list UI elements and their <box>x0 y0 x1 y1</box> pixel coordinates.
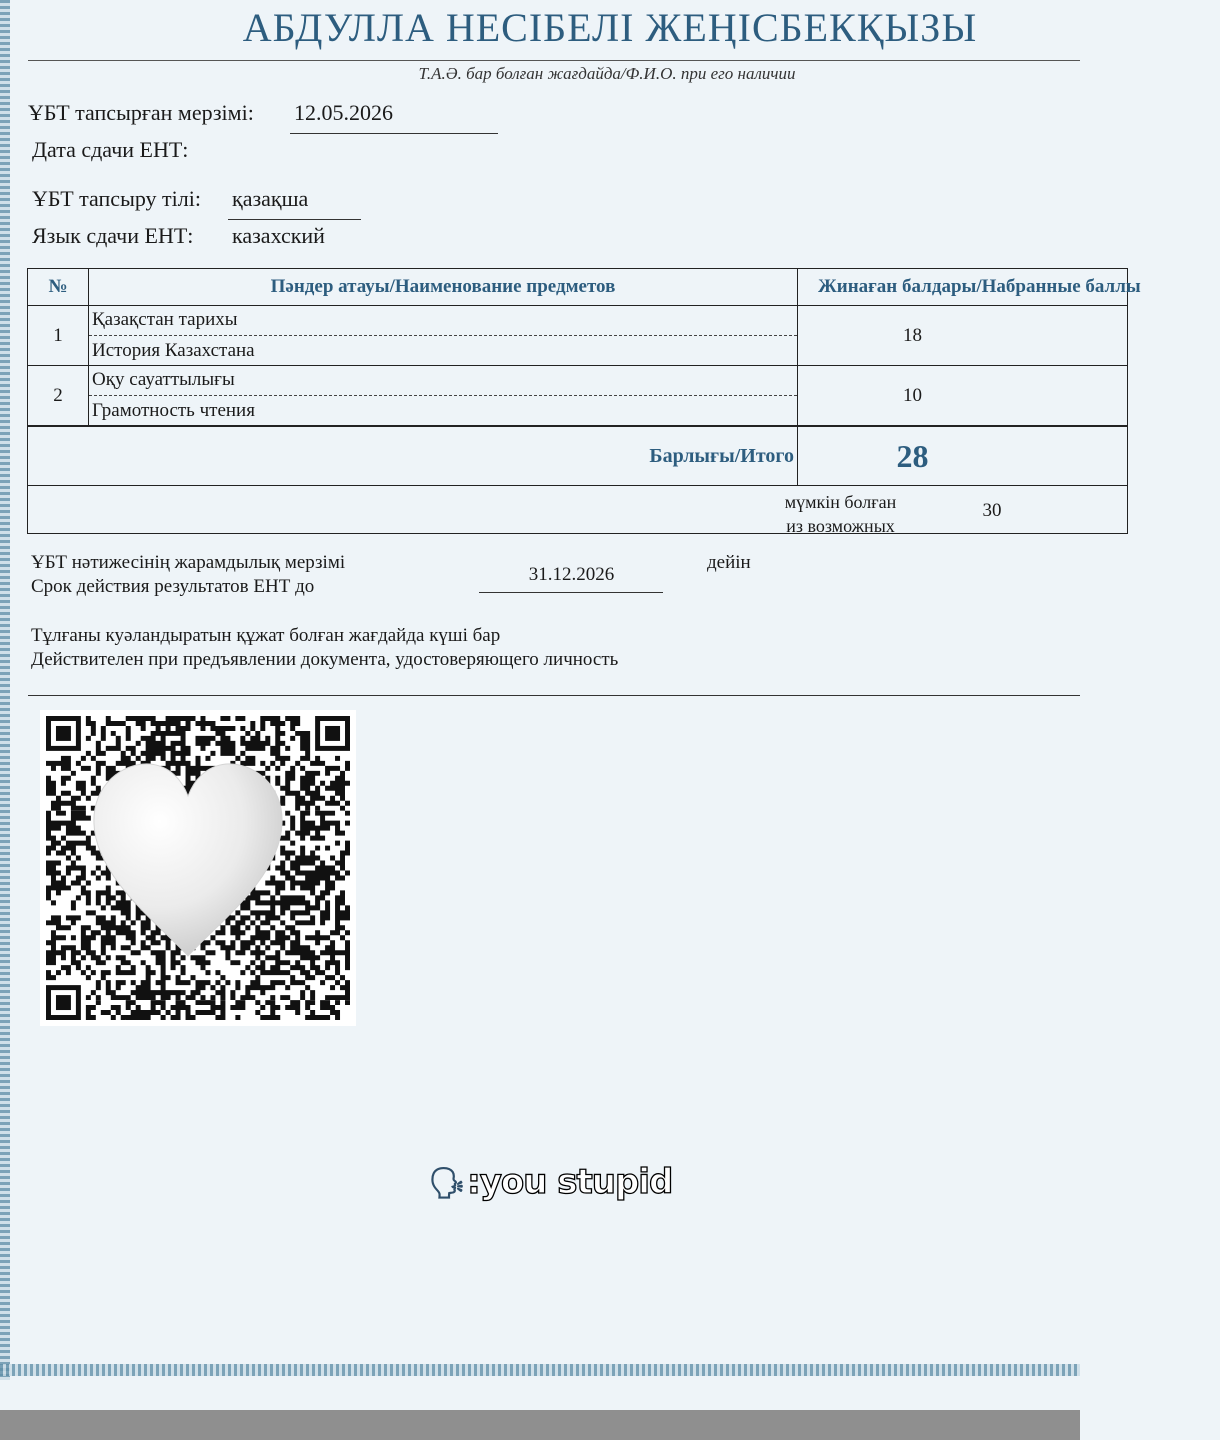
language-label-ru: Язык сдачи ЕНТ: <box>32 223 194 248</box>
language-value-ru: казахский <box>232 223 325 248</box>
row-score: 18 <box>798 306 1128 366</box>
exam-date-underline <box>290 133 498 134</box>
header-subject: Пәндер атауы/Наименование предметов <box>89 269 798 306</box>
decorative-border-left <box>0 0 10 1380</box>
header-score: Жинаған балдары/Набранные баллы <box>798 269 1128 306</box>
subject-kk: Қазақстан тарихы <box>89 306 797 336</box>
exam-date-label-ru: Дата сдачи ЕНТ: <box>32 137 189 162</box>
total-row <box>28 426 1128 486</box>
heart-icon <box>90 760 286 960</box>
validity-date-underline <box>479 592 663 593</box>
subject-kk: Оқу сауаттылығы <box>89 366 797 396</box>
scores-table <box>27 268 1141 534</box>
possible-label-kk: мүмкін болған <box>784 492 897 512</box>
bottom-bar <box>0 1410 1080 1440</box>
possible-label <box>758 490 923 538</box>
exam-date-label-kk: ҰБТ тапсырған мерзімі: <box>28 100 254 125</box>
validity-label-kk: ҰБТ нәтижесінің жарамдылық мерзімі <box>31 552 346 573</box>
row-subject <box>89 366 798 427</box>
possible-label-ru: из возможных <box>786 516 895 536</box>
validity-label-ru: Срок действия результатов ЕНТ до <box>31 576 315 597</box>
total-label: Барлығы/Итого <box>28 426 798 486</box>
title-rule <box>28 60 1080 61</box>
id-note-ru: Действителен при предъявлении документа, удостоверяющего личность <box>31 649 619 670</box>
fio-caption: Т.А.Ә. бар болған жағдайда/Ф.И.О. при его наличии <box>418 64 796 83</box>
subject-ru: Грамотность чтения <box>92 400 255 421</box>
table-row <box>28 306 1128 366</box>
validity-date: 31.12.2026 <box>528 564 615 585</box>
table-header-row <box>28 269 1128 306</box>
overlay-caption <box>428 1162 672 1202</box>
row-subject <box>89 306 798 366</box>
caption-text: :you stupid <box>467 1162 673 1202</box>
row-num: 1 <box>28 306 89 366</box>
language-underline <box>228 219 361 220</box>
total-value: 28 <box>798 426 1128 486</box>
validity-suffix: дейін <box>707 552 751 573</box>
row-num: 2 <box>28 366 89 427</box>
table-row <box>28 366 1128 427</box>
subject-ru: История Казахстана <box>92 340 255 361</box>
full-name-title: АБДУЛЛА НЕСІБЕЛІ ЖЕҢІСБЕКҚЫЗЫ <box>242 5 978 50</box>
row-score: 10 <box>798 366 1128 427</box>
speaking-head-icon: 🗣 <box>428 1166 466 1201</box>
header-num: № <box>28 269 89 306</box>
section-rule <box>28 695 1080 696</box>
possible-value: 30 <box>982 500 1002 521</box>
language-value-kk: қазақша <box>232 186 309 211</box>
language-label-kk: ҰБТ тапсыру тілі: <box>32 186 201 211</box>
exam-date-value: 12.05.2026 <box>294 100 393 125</box>
decorative-border-bottom <box>0 1364 1080 1376</box>
id-note-kk: Тұлғаны куәландыратын құжат болған жағдайда күші бар <box>31 625 501 646</box>
